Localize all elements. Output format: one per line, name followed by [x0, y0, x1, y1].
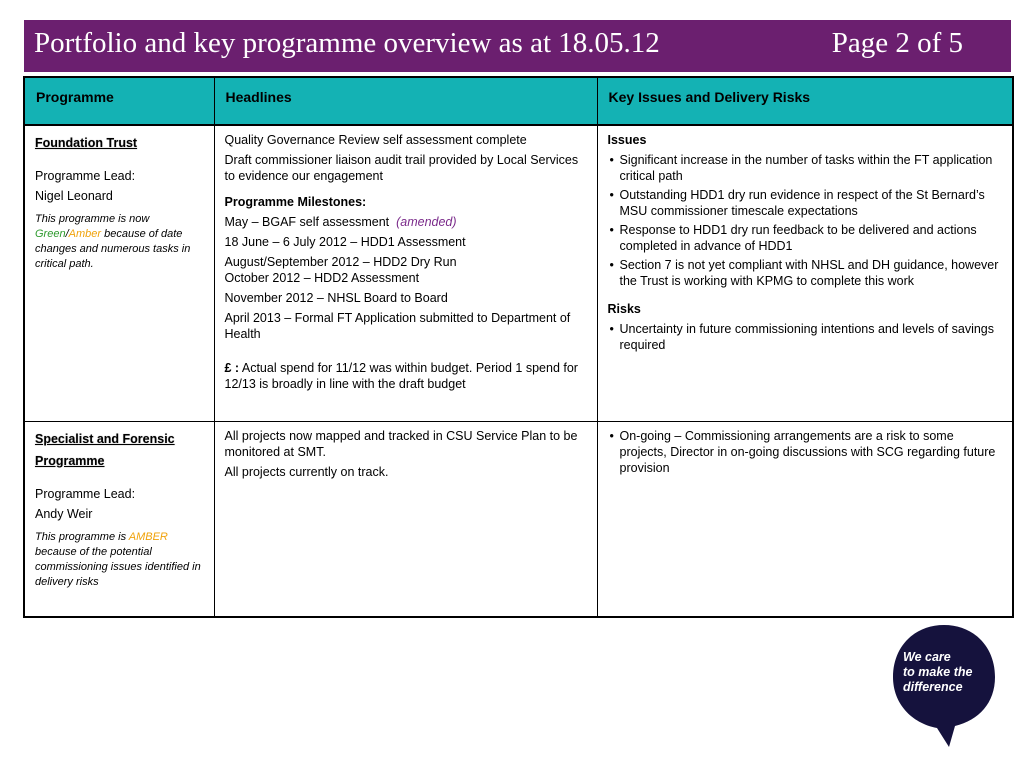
status-amber: AMBER [128, 530, 168, 543]
milestone-text: May – BGAF self assessment [224, 215, 390, 229]
column-header-issues: Key Issues and Delivery Risks [597, 77, 1013, 125]
title-bar [24, 20, 1011, 72]
programme-cell [24, 421, 214, 617]
column-header-headlines: Headlines [214, 77, 597, 125]
programme-status-note [35, 212, 206, 272]
status-separator: / [65, 228, 69, 240]
headlines-cell [214, 421, 597, 617]
column-header-programme: Programme [24, 77, 214, 125]
issues-cell [597, 125, 1013, 421]
issues-heading: Issues [607, 133, 647, 147]
headline-text: All projects now mapped and tracked in CSU Service Plan to be monitored at SMT. [224, 428, 578, 459]
finance-note [225, 360, 589, 392]
milestone-item: August/September 2012 – HDD2 Dry Run [224, 255, 457, 269]
list-item: • On-going – Commissioning arrangements are a risk to some projects, Director in on-going discussions with SCG regarding future provision [620, 428, 1005, 476]
logo-text: We care [903, 650, 951, 664]
headline-text: Draft commissioner liaison audit trail provided by Local Services to evidence our engagement [224, 153, 579, 183]
table-row [24, 421, 1013, 617]
risks-list [608, 321, 1005, 353]
headlines-cell [214, 125, 597, 421]
issues-cell [597, 421, 1013, 617]
risks-heading: Risks [607, 302, 641, 316]
milestone-item: November 2012 – NHSL Board to Board [224, 291, 448, 305]
status-green: Green [35, 228, 66, 240]
list-item: • Uncertainty in future commissioning intentions and levels of savings required [620, 321, 1005, 353]
programme-name: Specialist and Forensic Programme [35, 431, 175, 468]
note-text: This programme is [35, 530, 129, 543]
logo-text: difference [903, 680, 963, 694]
programme-table [23, 76, 1014, 618]
list-item: • Significant increase in the number of tasks within the FT application critical path [620, 152, 1005, 184]
amended-note: (amended) [396, 215, 457, 229]
programme-lead-label: Programme Lead: [35, 486, 136, 501]
logo-text: to make the [903, 665, 973, 679]
note-text: because of the potential commissioning issues identified in delivery risks [35, 545, 201, 588]
note-text: because of date changes and numerous tasks in critical path. [35, 228, 191, 270]
issues-list [608, 428, 1005, 476]
page-title: Portfolio and key programme overview as at 18.05.12 [34, 27, 660, 59]
programme-name: Foundation Trust [35, 136, 138, 150]
list-item: • Response to HDD1 dry run feedback to be delivered and actions completed in advance of HDD1 [620, 222, 1005, 254]
headline-text: All projects currently on track. [224, 464, 389, 479]
list-item: • Section 7 is not yet compliant with NHSL and DH guidance, however the Trust is working with KPMG to complete this work [620, 257, 1005, 289]
programme-lead-name: Andy Weir [35, 506, 93, 521]
programme-status-note [35, 530, 206, 590]
table-header-row [24, 77, 1013, 125]
finance-label: £ : [224, 361, 240, 375]
status-amber: Amber [68, 228, 102, 240]
programme-lead-name: Nigel Leonard [35, 189, 113, 203]
milestone-item [225, 214, 589, 230]
programme-cell [24, 125, 214, 421]
finance-text: Actual spend for 11/12 was within budget. Period 1 spend for 12/13 is broadly in line with the draft budget [224, 361, 578, 391]
logo [891, 623, 997, 748]
issues-list [608, 152, 1005, 289]
programme-lead-label: Programme Lead: [35, 169, 136, 183]
milestone-item: April 2013 – Formal FT Application submitted to Department of Health [224, 311, 571, 341]
milestones-heading: Programme Milestones: [224, 195, 367, 209]
page-number: Page 2 of 5 [831, 27, 963, 59]
table-row [24, 125, 1013, 421]
list-item: • Outstanding HDD1 dry run evidence in respect of the St Bernard’s MSU commissioner timescale expectations [620, 187, 1005, 219]
milestone-item: October 2012 – HDD2 Assessment [224, 271, 420, 285]
headline-text: Quality Governance Review self assessment complete [224, 133, 527, 147]
note-text: This programme is now [35, 213, 150, 225]
milestone-item: 18 June – 6 July 2012 – HDD1 Assessment [224, 235, 466, 249]
